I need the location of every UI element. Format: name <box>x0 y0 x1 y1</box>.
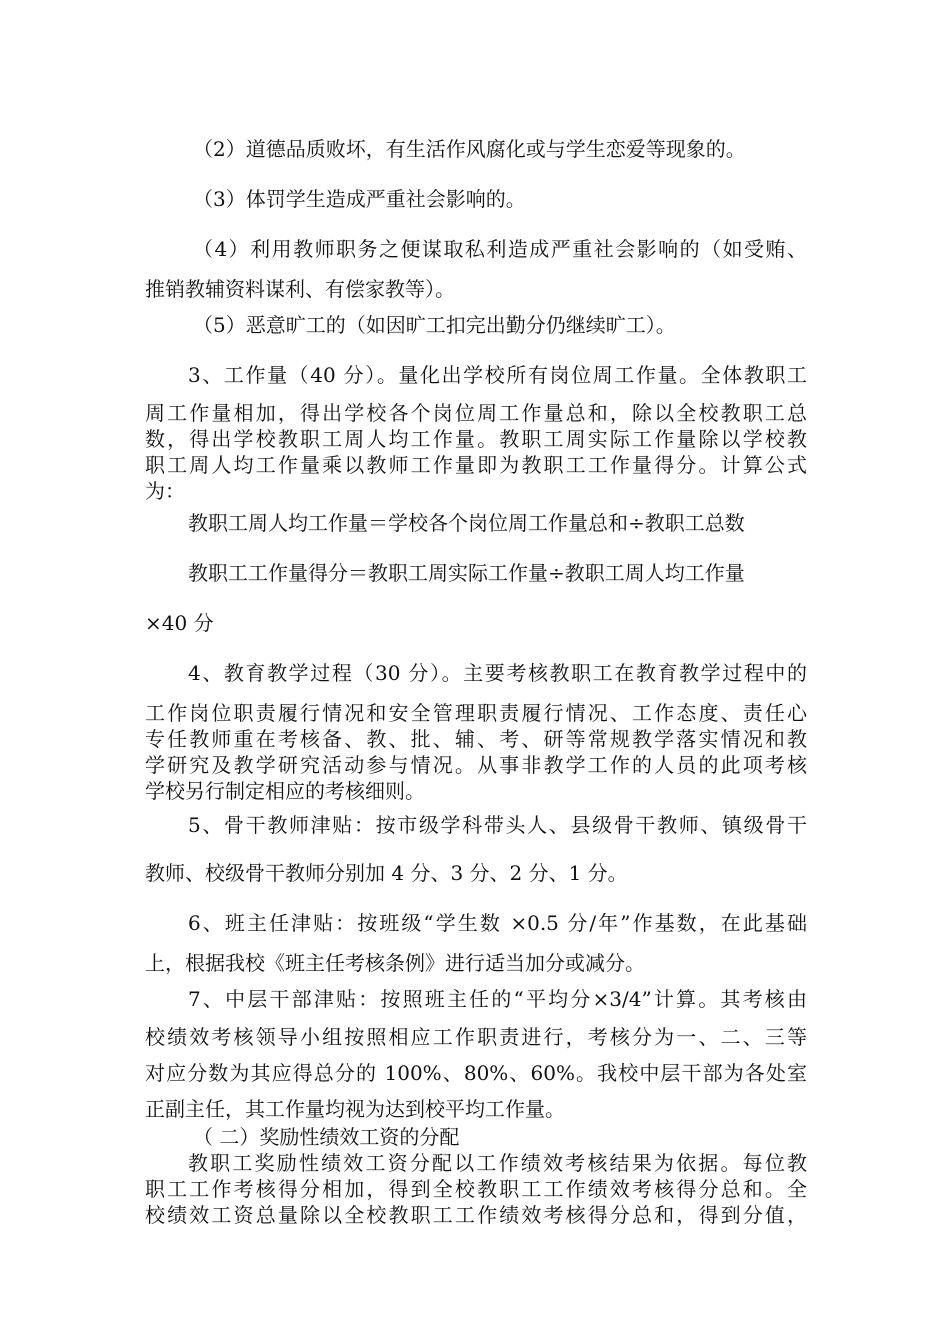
paragraph-line: 3、工作量（40 分）。量化出学校所有岗位周工作量。全体教职工 <box>188 363 807 387</box>
paragraph-line: 学校另行制定相应的考核细则。 <box>145 779 425 803</box>
paragraph-line: 专任教师重在考核备、教、批、辅、考、研等常规教学落实情况和教 <box>145 727 807 751</box>
paragraph-line: 教师、校级骨干教师分别加 4 分、3 分、2 分、1 分。 <box>145 861 628 885</box>
paragraph-line: 推销教辅资料谋利、有偿家教等）。 <box>145 277 455 301</box>
paragraph-line: 周工作量相加，得出学校各个岗位周工作量总和，除以全校教职工总 <box>145 401 807 425</box>
paragraph-line: 上，根据我校《班主任考核条例》进行适当加分或减分。 <box>145 951 645 975</box>
paragraph-line: 校绩效考核领导小组按照相应工作职责进行，考核分为一、二、三等 <box>145 1025 807 1049</box>
paragraph-line: 为： <box>145 479 185 503</box>
list-item: （2）道德品质败坏，有生活作风腐化或与学生恋爱等现象的。 <box>193 137 746 161</box>
paragraph-line: 学研究及教学研究活动参与情况。从事非教学工作的人员的此项考核 <box>145 753 807 777</box>
formula-line: ×40 分 <box>145 611 214 635</box>
list-item: （4）利用教师职务之便谋取私利造成严重社会影响的（如受贿、 <box>193 237 807 261</box>
section-heading: （ 二）奖励性绩效工资的分配 <box>193 1125 460 1149</box>
paragraph-line: 7、中层干部津贴：按照班主任的“平均分×3/4”计算。其考核由 <box>188 987 807 1011</box>
paragraph-line: 正副主任，其工作量均视为达到校平均工作量。 <box>145 1097 565 1121</box>
paragraph-line: 4、教育教学过程（30 分）。主要考核教职工在教育教学过程中的 <box>188 661 807 685</box>
paragraph-line: 对应分数为其应得总分的 100%、80%、60%。我校中层干部为各处室 <box>145 1061 807 1085</box>
formula-line: 教职工周人均工作量＝学校各个岗位周工作量总和÷教职工总数 <box>188 511 745 535</box>
formula-line: 教职工工作量得分＝教职工周实际工作量÷教职工周人均工作量 <box>188 561 745 585</box>
list-item: （5）恶意旷工的（如因旷工扣完出勤分仍继续旷工）。 <box>193 313 676 337</box>
paragraph-line: 5、骨干教师津贴：按市级学科带头人、县级骨干教师、镇级骨干 <box>188 813 807 837</box>
paragraph-line: 6、班主任津贴：按班级“学生数 ×0.5 分/年”作基数，在此基础 <box>188 911 807 935</box>
paragraph-line: 职工周人均工作量乘以教师工作量即为教职工工作量得分。计算公式 <box>145 453 807 477</box>
paragraph-line: 教职工奖励性绩效工资分配以工作绩效考核结果为依据。每位教 <box>188 1151 807 1175</box>
paragraph-line: 工作岗位职责履行情况和安全管理职责履行情况、工作态度、责任心 <box>145 701 807 725</box>
paragraph-line: 数，得出学校教职工周人均工作量。教职工周实际工作量除以学校教 <box>145 427 807 451</box>
paragraph-line: 职工工作考核得分相加，得到全校教职工工作绩效考核得分总和。全 <box>145 1177 807 1201</box>
paragraph-line: 校绩效工资总量除以全校教职工工作绩效考核得分总和，得到分值， <box>145 1203 807 1227</box>
list-item: （3）体罚学生造成严重社会影响的。 <box>193 187 526 211</box>
